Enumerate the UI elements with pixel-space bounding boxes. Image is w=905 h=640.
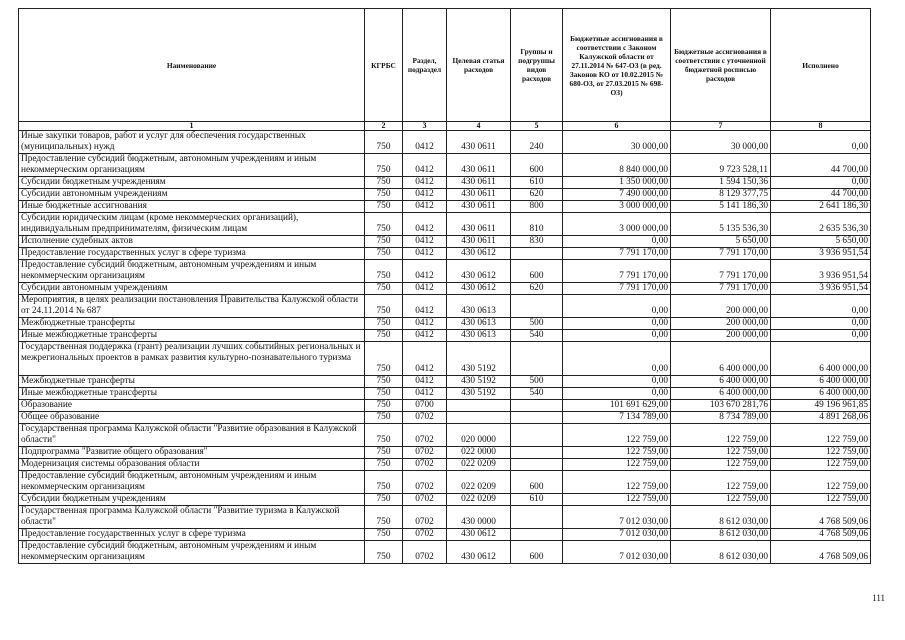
- row-executed-amount: 3 936 951,54: [771, 248, 871, 260]
- table-row: [19, 376, 871, 388]
- row-kgrbs: 750: [365, 177, 403, 189]
- row-name: Предоставление субсидий бюджетным, автономным учреждениям и иным некоммерческим организациям: [19, 260, 365, 283]
- row-kgrbs: 750: [365, 131, 403, 154]
- row-name: Государственная поддержка (грант) реализации лучших событийных региональных и межрегиональных проектов в рамках развития культурно-познавательного туризма: [19, 342, 365, 376]
- row-executed-amount: 4 768 509,06: [771, 506, 871, 529]
- column-number: 3: [403, 122, 447, 131]
- row-section: 0412: [403, 376, 447, 388]
- row-law-amount: 7 012 030,00: [563, 506, 671, 529]
- table-row: [19, 529, 871, 541]
- row-refined-amount: 1 594 150,36: [671, 177, 771, 189]
- row-group: 600: [511, 541, 563, 564]
- row-name: Предоставление субсидий бюджетным, автономным учреждениям и иным некоммерческим организациям: [19, 154, 365, 177]
- row-executed-amount: 4 768 509,06: [771, 529, 871, 541]
- row-kgrbs: 750: [365, 213, 403, 236]
- row-law-amount: 122 759,00: [563, 471, 671, 494]
- row-executed-amount: 6 400 000,00: [771, 376, 871, 388]
- row-kgrbs: 750: [365, 400, 403, 412]
- row-refined-amount: 6 400 000,00: [671, 388, 771, 400]
- row-refined-amount: 7 791 170,00: [671, 248, 771, 260]
- table-row: [19, 295, 871, 318]
- row-article: 430 5192: [447, 388, 511, 400]
- row-group: 620: [511, 189, 563, 201]
- row-group: [511, 447, 563, 459]
- row-law-amount: 122 759,00: [563, 459, 671, 471]
- row-executed-amount: 3 936 951,54: [771, 283, 871, 295]
- row-refined-amount: 122 759,00: [671, 494, 771, 506]
- table-row: [19, 471, 871, 494]
- table-row: [19, 213, 871, 236]
- row-kgrbs: 750: [365, 471, 403, 494]
- row-article: 430 0611: [447, 189, 511, 201]
- row-name: Иные закупки товаров, работ и услуг для обеспечения государственных (муниципальных) нужд: [19, 131, 365, 154]
- row-section: 0412: [403, 236, 447, 248]
- row-refined-amount: 200 000,00: [671, 295, 771, 318]
- row-executed-amount: 122 759,00: [771, 471, 871, 494]
- row-law-amount: 7 791 170,00: [563, 248, 671, 260]
- row-law-amount: 7 490 000,00: [563, 189, 671, 201]
- table-row: [19, 201, 871, 213]
- row-executed-amount: 4 891 268,06: [771, 412, 871, 424]
- row-kgrbs: 750: [365, 260, 403, 283]
- row-section: 0702: [403, 471, 447, 494]
- row-article: 022 0000: [447, 447, 511, 459]
- row-group: [511, 342, 563, 376]
- row-name: Иные межбюджетные трансферты: [19, 330, 365, 342]
- row-article: 430 0612: [447, 541, 511, 564]
- row-refined-amount: 7 791 170,00: [671, 283, 771, 295]
- row-group: [511, 248, 563, 260]
- row-section: 0412: [403, 330, 447, 342]
- row-law-amount: 0,00: [563, 388, 671, 400]
- table-row: [19, 412, 871, 424]
- row-group: 610: [511, 177, 563, 189]
- row-article: 430 0612: [447, 248, 511, 260]
- row-article: 022 0209: [447, 459, 511, 471]
- row-law-amount: 101 691 629,00: [563, 400, 671, 412]
- row-kgrbs: 750: [365, 388, 403, 400]
- row-law-amount: 0,00: [563, 342, 671, 376]
- row-section: 0412: [403, 201, 447, 213]
- row-name: Предоставление государственных услуг в сфере туризма: [19, 248, 365, 260]
- row-group: 830: [511, 236, 563, 248]
- table-row: [19, 154, 871, 177]
- budget-table: [18, 8, 871, 564]
- row-group: 600: [511, 154, 563, 177]
- column-number: 1: [19, 122, 365, 131]
- row-law-amount: 7 012 030,00: [563, 541, 671, 564]
- row-kgrbs: 750: [365, 376, 403, 388]
- table-row: [19, 131, 871, 154]
- row-executed-amount: 44 700,00: [771, 189, 871, 201]
- row-law-amount: 3 000 000,00: [563, 201, 671, 213]
- row-kgrbs: 750: [365, 342, 403, 376]
- row-article: 430 0613: [447, 318, 511, 330]
- budget-document: [18, 8, 870, 564]
- row-executed-amount: 3 936 951,54: [771, 260, 871, 283]
- column-number: 7: [671, 122, 771, 131]
- row-law-amount: 0,00: [563, 318, 671, 330]
- row-section: 0412: [403, 177, 447, 189]
- row-name: Субсидии юридическим лицам (кроме некоммерческих организаций), индивидуальным предпринимателям, физическим лицам: [19, 213, 365, 236]
- row-section: 0412: [403, 283, 447, 295]
- row-law-amount: 0,00: [563, 295, 671, 318]
- row-law-amount: 0,00: [563, 330, 671, 342]
- row-article: 430 0611: [447, 236, 511, 248]
- row-article: 430 5192: [447, 342, 511, 376]
- header-kgrbs: КГРБС: [365, 9, 403, 122]
- row-article: 430 0611: [447, 201, 511, 213]
- row-section: 0412: [403, 189, 447, 201]
- row-article: 430 5192: [447, 376, 511, 388]
- row-kgrbs: 750: [365, 494, 403, 506]
- row-group: 610: [511, 494, 563, 506]
- row-section: 0412: [403, 295, 447, 318]
- row-refined-amount: 8 129 377,75: [671, 189, 771, 201]
- row-section: 0702: [403, 494, 447, 506]
- row-group: [511, 529, 563, 541]
- row-name: Субсидии автономным учреждениям: [19, 189, 365, 201]
- row-refined-amount: 200 000,00: [671, 330, 771, 342]
- row-section: 0412: [403, 248, 447, 260]
- table-row: [19, 400, 871, 412]
- row-article: 430 0611: [447, 131, 511, 154]
- row-name: Общее образование: [19, 412, 365, 424]
- row-executed-amount: 0,00: [771, 177, 871, 189]
- row-executed-amount: 44 700,00: [771, 154, 871, 177]
- row-executed-amount: 0,00: [771, 131, 871, 154]
- row-kgrbs: 750: [365, 330, 403, 342]
- row-executed-amount: 6 400 000,00: [771, 342, 871, 376]
- row-executed-amount: 0,00: [771, 295, 871, 318]
- column-number: 8: [771, 122, 871, 131]
- row-refined-amount: 8 612 030,00: [671, 506, 771, 529]
- row-law-amount: 8 840 000,00: [563, 154, 671, 177]
- row-law-amount: 122 759,00: [563, 424, 671, 447]
- row-law-amount: 7 012 030,00: [563, 529, 671, 541]
- row-article: 430 0612: [447, 529, 511, 541]
- table-row: [19, 506, 871, 529]
- row-section: 0702: [403, 541, 447, 564]
- row-group: 800: [511, 201, 563, 213]
- row-refined-amount: 7 791 170,00: [671, 260, 771, 283]
- row-group: 500: [511, 318, 563, 330]
- row-article: 430 0611: [447, 154, 511, 177]
- table-row: [19, 342, 871, 376]
- row-section: 0412: [403, 342, 447, 376]
- row-refined-amount: 122 759,00: [671, 471, 771, 494]
- row-article: 022 0209: [447, 494, 511, 506]
- row-section: 0412: [403, 213, 447, 236]
- column-number: 5: [511, 122, 563, 131]
- row-kgrbs: 750: [365, 318, 403, 330]
- table-row: [19, 248, 871, 260]
- row-refined-amount: 8 612 030,00: [671, 541, 771, 564]
- row-name: Образование: [19, 400, 365, 412]
- row-group: 600: [511, 471, 563, 494]
- row-refined-amount: 6 400 000,00: [671, 376, 771, 388]
- row-refined-amount: 8 612 030,00: [671, 529, 771, 541]
- row-executed-amount: 49 196 961,85: [771, 400, 871, 412]
- table-row: [19, 388, 871, 400]
- row-refined-amount: 9 723 528,11: [671, 154, 771, 177]
- table-row: [19, 318, 871, 330]
- row-article: 022 0209: [447, 471, 511, 494]
- row-law-amount: 122 759,00: [563, 447, 671, 459]
- row-group: [511, 400, 563, 412]
- row-executed-amount: 6 400 000,00: [771, 388, 871, 400]
- row-kgrbs: 750: [365, 189, 403, 201]
- row-group: 240: [511, 131, 563, 154]
- row-group: [511, 412, 563, 424]
- row-kgrbs: 750: [365, 154, 403, 177]
- column-number-row: [19, 122, 871, 131]
- row-group: 600: [511, 260, 563, 283]
- row-article: 430 0613: [447, 295, 511, 318]
- column-number: 6: [563, 122, 671, 131]
- table-body: [19, 131, 871, 564]
- row-law-amount: 3 000 000,00: [563, 213, 671, 236]
- row-refined-amount: 5 135 536,30: [671, 213, 771, 236]
- row-name: Государственная программа Калужской области "Развитие туризма в Калужской области": [19, 506, 365, 529]
- row-group: [511, 295, 563, 318]
- row-name: Модернизация системы образования области: [19, 459, 365, 471]
- row-group: 540: [511, 330, 563, 342]
- row-group: 500: [511, 376, 563, 388]
- row-law-amount: 0,00: [563, 376, 671, 388]
- row-name: Подпрограмма "Развитие общего образования": [19, 447, 365, 459]
- row-article: 020 0000: [447, 424, 511, 447]
- row-name: Межбюджетные трансферты: [19, 318, 365, 330]
- row-kgrbs: 750: [365, 236, 403, 248]
- row-refined-amount: 5 650,00: [671, 236, 771, 248]
- header-name: Наименование: [19, 9, 365, 122]
- row-executed-amount: 0,00: [771, 330, 871, 342]
- row-kgrbs: 750: [365, 424, 403, 447]
- table-row: [19, 236, 871, 248]
- row-section: 0702: [403, 412, 447, 424]
- row-law-amount: 7 791 170,00: [563, 283, 671, 295]
- row-section: 0702: [403, 459, 447, 471]
- table-row: [19, 330, 871, 342]
- row-law-amount: 30 000,00: [563, 131, 671, 154]
- row-kgrbs: 750: [365, 295, 403, 318]
- row-section: 0702: [403, 529, 447, 541]
- row-article: 430 0000: [447, 506, 511, 529]
- row-article: 430 0612: [447, 283, 511, 295]
- table-row: [19, 424, 871, 447]
- row-name: Межбюджетные трансферты: [19, 376, 365, 388]
- column-number: 2: [365, 122, 403, 131]
- row-executed-amount: 122 759,00: [771, 494, 871, 506]
- table-row: [19, 283, 871, 295]
- row-refined-amount: 6 400 000,00: [671, 342, 771, 376]
- row-law-amount: 122 759,00: [563, 494, 671, 506]
- header-groups: Группы и подгруппы видов расходов: [511, 9, 563, 122]
- row-name: Предоставление государственных услуг в сфере туризма: [19, 529, 365, 541]
- row-kgrbs: 750: [365, 447, 403, 459]
- row-law-amount: 7 791 170,00: [563, 260, 671, 283]
- row-law-amount: 1 350 000,00: [563, 177, 671, 189]
- row-group: 620: [511, 283, 563, 295]
- row-article: 430 0611: [447, 177, 511, 189]
- row-group: [511, 506, 563, 529]
- header-executed: Исполнено: [771, 9, 871, 122]
- row-article: 430 0613: [447, 330, 511, 342]
- header-law: Бюджетные ассигнования в соответствии с Законом Калужской области от 27.11.2014 № 647-ОЗ (в ред. Законов КО от 10.02.2015 № 680-ОЗ, от 27.03.2015 № 698-ОЗ): [563, 9, 671, 122]
- row-name: Предоставление субсидий бюджетным, автономным учреждениям и иным некоммерческим организациям: [19, 541, 365, 564]
- row-refined-amount: 30 000,00: [671, 131, 771, 154]
- row-executed-amount: 2 635 536,30: [771, 213, 871, 236]
- row-section: 0412: [403, 131, 447, 154]
- row-refined-amount: 200 000,00: [671, 318, 771, 330]
- row-kgrbs: 750: [365, 529, 403, 541]
- table-row: [19, 177, 871, 189]
- row-law-amount: 0,00: [563, 236, 671, 248]
- row-section: 0412: [403, 388, 447, 400]
- row-executed-amount: 4 768 509,06: [771, 541, 871, 564]
- header-row: [19, 9, 871, 122]
- row-section: 0702: [403, 424, 447, 447]
- row-kgrbs: 750: [365, 201, 403, 213]
- table-row: [19, 459, 871, 471]
- row-law-amount: 7 134 789,00: [563, 412, 671, 424]
- row-section: 0412: [403, 260, 447, 283]
- page-number: 111: [872, 593, 885, 603]
- row-kgrbs: 750: [365, 248, 403, 260]
- row-kgrbs: 750: [365, 506, 403, 529]
- row-refined-amount: 122 759,00: [671, 459, 771, 471]
- row-executed-amount: 122 759,00: [771, 459, 871, 471]
- row-executed-amount: 2 641 186,30: [771, 201, 871, 213]
- column-number: 4: [447, 122, 511, 131]
- row-section: 0412: [403, 154, 447, 177]
- row-kgrbs: 750: [365, 459, 403, 471]
- header-article: Целевая статья расходов: [447, 9, 511, 122]
- header-refined: Бюджетные ассигнования в соответствии с уточненной бюджетной росписью расходов: [671, 9, 771, 122]
- row-group: [511, 424, 563, 447]
- row-name: Иные межбюджетные трансферты: [19, 388, 365, 400]
- row-kgrbs: 750: [365, 283, 403, 295]
- row-executed-amount: 122 759,00: [771, 424, 871, 447]
- row-executed-amount: 0,00: [771, 318, 871, 330]
- table-row: [19, 541, 871, 564]
- row-section: 0412: [403, 318, 447, 330]
- row-section: 0700: [403, 400, 447, 412]
- row-name: Субсидии автономным учреждениям: [19, 283, 365, 295]
- row-group: 810: [511, 213, 563, 236]
- row-refined-amount: 122 759,00: [671, 424, 771, 447]
- row-group: 540: [511, 388, 563, 400]
- table-row: [19, 447, 871, 459]
- row-article: [447, 400, 511, 412]
- row-name: Иные бюджетные ассигнования: [19, 201, 365, 213]
- table-row: [19, 260, 871, 283]
- row-kgrbs: 750: [365, 412, 403, 424]
- row-refined-amount: 103 670 281,76: [671, 400, 771, 412]
- row-name: Субсидии бюджетным учреждениям: [19, 494, 365, 506]
- table-row: [19, 494, 871, 506]
- row-refined-amount: 5 141 186,30: [671, 201, 771, 213]
- row-group: [511, 459, 563, 471]
- row-executed-amount: 122 759,00: [771, 447, 871, 459]
- row-name: Субсидии бюджетным учреждениям: [19, 177, 365, 189]
- row-article: [447, 412, 511, 424]
- row-section: 0702: [403, 447, 447, 459]
- row-article: 430 0611: [447, 213, 511, 236]
- row-name: Исполнение судебных актов: [19, 236, 365, 248]
- row-name: Государственная программа Калужской области "Развитие образования в Калужской области": [19, 424, 365, 447]
- row-section: 0702: [403, 506, 447, 529]
- header-section: Раздел, подраздел: [403, 9, 447, 122]
- row-kgrbs: 750: [365, 541, 403, 564]
- row-article: 430 0612: [447, 260, 511, 283]
- row-refined-amount: 122 759,00: [671, 447, 771, 459]
- row-name: Предоставление субсидий бюджетным, автономным учреждениям и иным некоммерческим организациям: [19, 471, 365, 494]
- row-name: Мероприятия, в целях реализации постановления Правительства Калужской области от 24.11.2014 № 687: [19, 295, 365, 318]
- table-row: [19, 189, 871, 201]
- row-refined-amount: 8 734 789,00: [671, 412, 771, 424]
- row-executed-amount: 5 650,00: [771, 236, 871, 248]
